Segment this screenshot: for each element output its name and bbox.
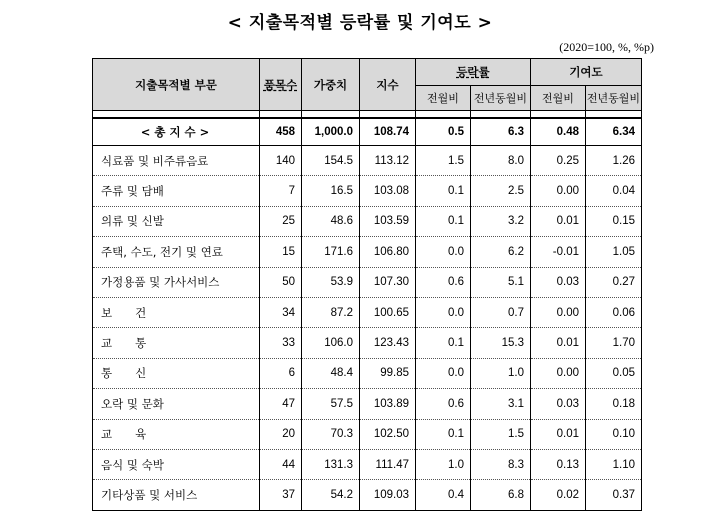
table-row [93,449,642,479]
cell-contrib-yoy: 0.18 [586,389,642,419]
table-row [93,480,642,510]
cell-index: 100.65 [360,297,416,327]
cpi-table [92,58,642,511]
cell-weight: 53.9 [302,267,360,297]
cell-rate-mom: 0.4 [416,480,471,510]
cell-items: 44 [260,449,302,479]
cell-contrib-mom: 0.00 [531,358,586,388]
header-change-rate: 등락률 [416,59,531,86]
cell-rate-yoy: 6.3 [471,118,531,146]
page-title: < 지출목적별 등락률 및 기여도 > [227,13,493,33]
cell-items: 37 [260,480,302,510]
table-row-total [93,118,642,146]
cell-index: 108.74 [360,118,416,146]
cell-items: 34 [260,297,302,327]
cell-contrib-yoy: 0.37 [586,480,642,510]
header-rate-yoy: 전년동월비 [471,86,531,111]
cell-contrib-mom: 0.13 [531,449,586,479]
cell-rate-yoy: 1.0 [471,358,531,388]
table-row [93,267,642,297]
cell-index: 109.03 [360,480,416,510]
row-label: 주택, 수도, 전기 및 연료 [93,237,260,267]
cell-weight: 70.3 [302,419,360,449]
cell-index: 103.08 [360,176,416,206]
cell-contrib-mom: -0.01 [531,237,586,267]
cell-rate-yoy: 3.2 [471,206,531,236]
table-row [93,297,642,327]
cell-rate-mom: 0.6 [416,267,471,297]
row-label: 통 신 [93,358,260,388]
unit-note: (2020=100, %, %p) [559,40,654,54]
cell-weight: 1,000.0 [302,118,360,146]
cell-rate-mom: 1.5 [416,146,471,176]
cell-rate-yoy: 1.5 [471,419,531,449]
cell-index: 103.59 [360,206,416,236]
cell-contrib-yoy: 0.05 [586,358,642,388]
table-row [93,358,642,388]
cell-contrib-mom: 0.48 [531,118,586,146]
cell-rate-mom: 0.1 [416,206,471,236]
row-label: 음식 및 숙박 [93,449,260,479]
cell-contrib-yoy: 6.34 [586,118,642,146]
row-label: 보 건 [93,297,260,327]
table-row [93,206,642,236]
cell-contrib-mom: 0.01 [531,328,586,358]
table-row [93,389,642,419]
cell-items: 458 [260,118,302,146]
cell-contrib-yoy: 1.26 [586,146,642,176]
header-category: 지출목적별 부문 [93,59,260,111]
cell-index: 123.43 [360,328,416,358]
cell-rate-mom: 0.1 [416,328,471,358]
cell-rate-mom: 0.6 [416,389,471,419]
table-row [93,176,642,206]
cell-contrib-yoy: 0.04 [586,176,642,206]
cell-rate-mom: 0.0 [416,237,471,267]
cell-contrib-yoy: 1.10 [586,449,642,479]
row-label: 가정용품 및 가사서비스 [93,267,260,297]
cell-index: 102.50 [360,419,416,449]
cell-contrib-mom: 0.00 [531,297,586,327]
row-label: 오락 및 문화 [93,389,260,419]
cell-rate-yoy: 2.5 [471,176,531,206]
cell-rate-yoy: 6.8 [471,480,531,510]
cell-contrib-mom: 0.02 [531,480,586,510]
cell-contrib-mom: 0.01 [531,206,586,236]
cell-rate-mom: 0.0 [416,358,471,388]
row-label: < 총 지 수 > [93,118,260,146]
header-index: 지수 [360,59,416,111]
cell-weight: 87.2 [302,297,360,327]
cell-contrib-yoy: 1.05 [586,237,642,267]
row-label: 기타상품 및 서비스 [93,480,260,510]
cell-contrib-yoy: 0.15 [586,206,642,236]
header-contrib-mom: 전월비 [531,86,586,111]
table-row [93,419,642,449]
header-contrib-yoy: 전년동월비 [586,86,642,111]
cell-index: 107.30 [360,267,416,297]
cell-items: 47 [260,389,302,419]
row-label: 교 통 [93,328,260,358]
header-items: 품목수 [260,59,302,111]
cell-rate-yoy: 8.3 [471,449,531,479]
header-rate-mom: 전월비 [416,86,471,111]
cell-items: 6 [260,358,302,388]
cell-contrib-mom: 0.01 [531,419,586,449]
cell-index: 111.47 [360,449,416,479]
cell-index: 106.80 [360,237,416,267]
cell-items: 140 [260,146,302,176]
cell-weight: 171.6 [302,237,360,267]
header-contribution: 기여도 [531,59,642,86]
cell-contrib-mom: 0.03 [531,267,586,297]
row-label: 의류 및 신발 [93,206,260,236]
cell-weight: 16.5 [302,176,360,206]
cell-rate-yoy: 15.3 [471,328,531,358]
cell-items: 20 [260,419,302,449]
cell-rate-mom: 0.5 [416,118,471,146]
cell-items: 15 [260,237,302,267]
cell-contrib-yoy: 0.06 [586,297,642,327]
cell-rate-yoy: 8.0 [471,146,531,176]
cell-index: 99.85 [360,358,416,388]
cell-rate-yoy: 6.2 [471,237,531,267]
cell-rate-mom: 1.0 [416,449,471,479]
cell-contrib-yoy: 1.70 [586,328,642,358]
cell-index: 103.89 [360,389,416,419]
row-label: 식료품 및 비주류음료 [93,146,260,176]
table-row [93,146,642,176]
cell-contrib-yoy: 0.10 [586,419,642,449]
cell-contrib-yoy: 0.27 [586,267,642,297]
cell-rate-yoy: 5.1 [471,267,531,297]
cell-rate-mom: 0.1 [416,419,471,449]
cell-rate-mom: 0.1 [416,176,471,206]
cell-weight: 57.5 [302,389,360,419]
cell-items: 7 [260,176,302,206]
cell-weight: 154.5 [302,146,360,176]
cell-items: 50 [260,267,302,297]
table-row [93,328,642,358]
cell-weight: 106.0 [302,328,360,358]
row-label: 교 육 [93,419,260,449]
header-weight: 가중치 [302,59,360,111]
cell-rate-yoy: 3.1 [471,389,531,419]
cell-index: 113.12 [360,146,416,176]
cell-rate-mom: 0.0 [416,297,471,327]
cell-contrib-mom: 0.00 [531,176,586,206]
cell-weight: 131.3 [302,449,360,479]
cell-items: 33 [260,328,302,358]
table-row [93,237,642,267]
cell-weight: 48.6 [302,206,360,236]
cell-weight: 48.4 [302,358,360,388]
cell-items: 25 [260,206,302,236]
row-label: 주류 및 담배 [93,176,260,206]
cell-contrib-mom: 0.03 [531,389,586,419]
cell-rate-yoy: 0.7 [471,297,531,327]
cell-weight: 54.2 [302,480,360,510]
cell-contrib-mom: 0.25 [531,146,586,176]
